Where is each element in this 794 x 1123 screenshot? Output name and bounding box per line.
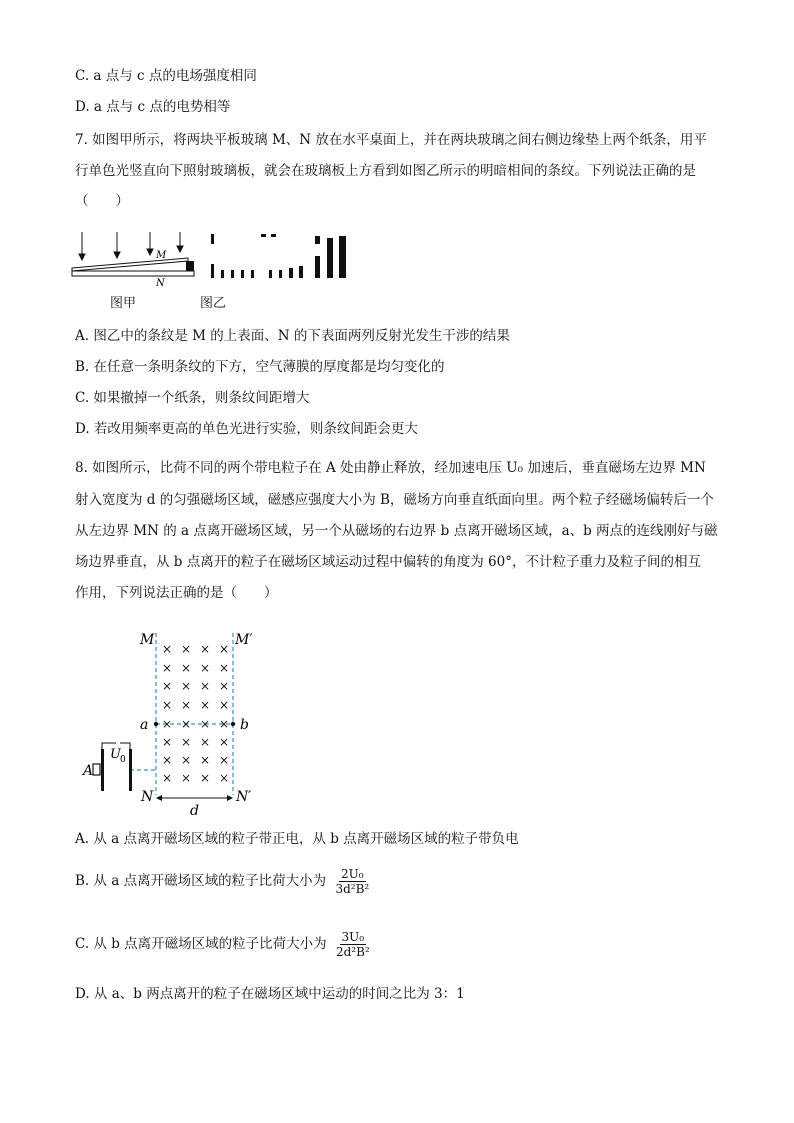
label-N-prime: N′ [236,789,252,805]
fig-yi-caption: 图乙 [200,296,227,311]
fraction-numerator: 3U₀ [341,930,365,944]
fraction-denominator: 3d²B² [335,882,370,896]
svg-text:×: × [219,679,230,693]
svg-text:×: × [219,642,230,656]
svg-text:×: × [181,661,192,675]
q8-option-b-text: B. 从 a 点离开磁场区域的粒子比荷大小为 [75,873,327,889]
q8-option-c-fraction [334,930,372,959]
q7-option-a: A. 图乙中的条纹是 M 的上表面、N 的下表面两列反射光发生干涉的结果 [75,328,510,344]
svg-text:×: × [181,642,192,656]
q7-option-c: C. 如果撤掉一个纸条，则条纹间距增大 [75,390,310,406]
svg-text:×: × [181,717,192,731]
svg-text:×: × [200,735,211,749]
label-d: d [190,803,199,819]
svg-text:×: × [219,771,230,785]
q8-option-c [75,930,372,959]
label-U0-subscript: 0 [120,755,126,765]
svg-text:×: × [200,771,211,785]
figure-jia-glass-plates [70,228,200,290]
q8-option-b-fraction [333,867,371,896]
fraction-denominator: 2d²B² [335,945,370,959]
q8-stem-line5: 作用，下列说法正确的是（ ） [75,585,278,601]
svg-text:×: × [200,753,211,767]
q6-option-d: D. a 点与 c 点的电势相等 [75,99,231,115]
q7-stem-line1: 7. 如图甲所示，将两块平板玻璃 M、N 放在水平桌面上，并在两块玻璃之间右侧边缘垫上两个纸条，用平 [75,132,707,148]
svg-text:×: × [219,698,230,712]
svg-text:×: × [219,717,230,731]
fig-jia-caption: 图甲 [110,296,137,311]
plate-n-label: N [156,278,165,289]
svg-text:×: × [162,698,173,712]
label-U0: U [110,747,121,762]
svg-text:×: × [162,735,173,749]
svg-text:×: × [200,642,211,656]
q7-stem-line3: （ ） [75,193,129,209]
svg-text:×: × [162,717,173,731]
fraction-numerator: 2U₀ [341,867,364,881]
svg-text:×: × [181,735,192,749]
label-b: b [240,717,249,733]
svg-text:×: × [181,771,192,785]
svg-text:×: × [200,717,211,731]
svg-text:×: × [162,661,173,675]
svg-text:×: × [162,753,173,767]
figure-magnetic-field [80,625,270,820]
svg-text:×: × [162,642,173,656]
label-M: M [140,632,155,648]
svg-text:×: × [181,753,192,767]
q8-stem-line4: 场边界垂直，从 b 点离开的粒子在磁场区域运动过程中偏转的角度为 60°，不计粒子重力及粒子间的相互 [75,554,701,570]
q8-option-a: A. 从 a 点离开磁场区域的粒子带正电，从 b 点离开磁场区域的粒子带负电 [75,831,519,847]
q8-stem-line3: 从左边界 MN 的 a 点离开磁场区域，另一个从磁场的右边界 b 点离开磁场区域，a、b 两点的连线刚好与磁 [75,523,718,539]
label-a: a [140,717,149,733]
q8-stem-line2: 射入宽度为 d 的匀强磁场区域，磁感应强度大小为 B，磁场方向垂直纸面向里。两个粒子经磁场偏转后一个 [75,492,714,508]
label-M-prime: M′ [235,632,253,648]
figure-yi-fringes [205,230,355,282]
plate-m-label: M [156,250,167,261]
q8-option-d: D. 从 a、b 两点离开的粒子在磁场区域中运动的时间之比为 3：1 [75,986,465,1002]
svg-text:×: × [200,661,211,675]
field-crosses [162,642,229,785]
svg-text:×: × [181,698,192,712]
label-A: A [83,763,94,779]
svg-text:×: × [219,661,230,675]
svg-text:×: × [219,753,230,767]
svg-text:×: × [219,735,230,749]
svg-text:×: × [200,679,211,693]
q7-stem-line2: 行单色光竖直向下照射玻璃板，就会在玻璃板上方看到如图乙所示的明暗相间的条纹。下列说法正确的是 [75,163,696,179]
label-N: N [141,789,154,805]
svg-text:×: × [181,679,192,693]
q7-option-b: B. 在任意一条明条纹的下方，空气薄膜的厚度都是均匀变化的 [75,359,445,375]
svg-text:×: × [200,698,211,712]
q7-option-d: D. 若改用频率更高的单色光进行实验，则条纹间距会更大 [75,421,418,437]
svg-text:×: × [162,679,173,693]
svg-text:×: × [162,771,173,785]
q8-option-c-text: C. 从 b 点离开磁场区域的粒子比荷大小为 [75,936,327,952]
q8-stem-line1: 8. 如图所示，比荷不同的两个带电粒子在 A 处由静止释放，经加速电压 U₀ 加速后，垂直磁场左边界 MN [75,460,706,476]
q8-option-b [75,867,371,896]
q6-option-c: C. a 点与 c 点的电场强度相同 [75,68,257,84]
